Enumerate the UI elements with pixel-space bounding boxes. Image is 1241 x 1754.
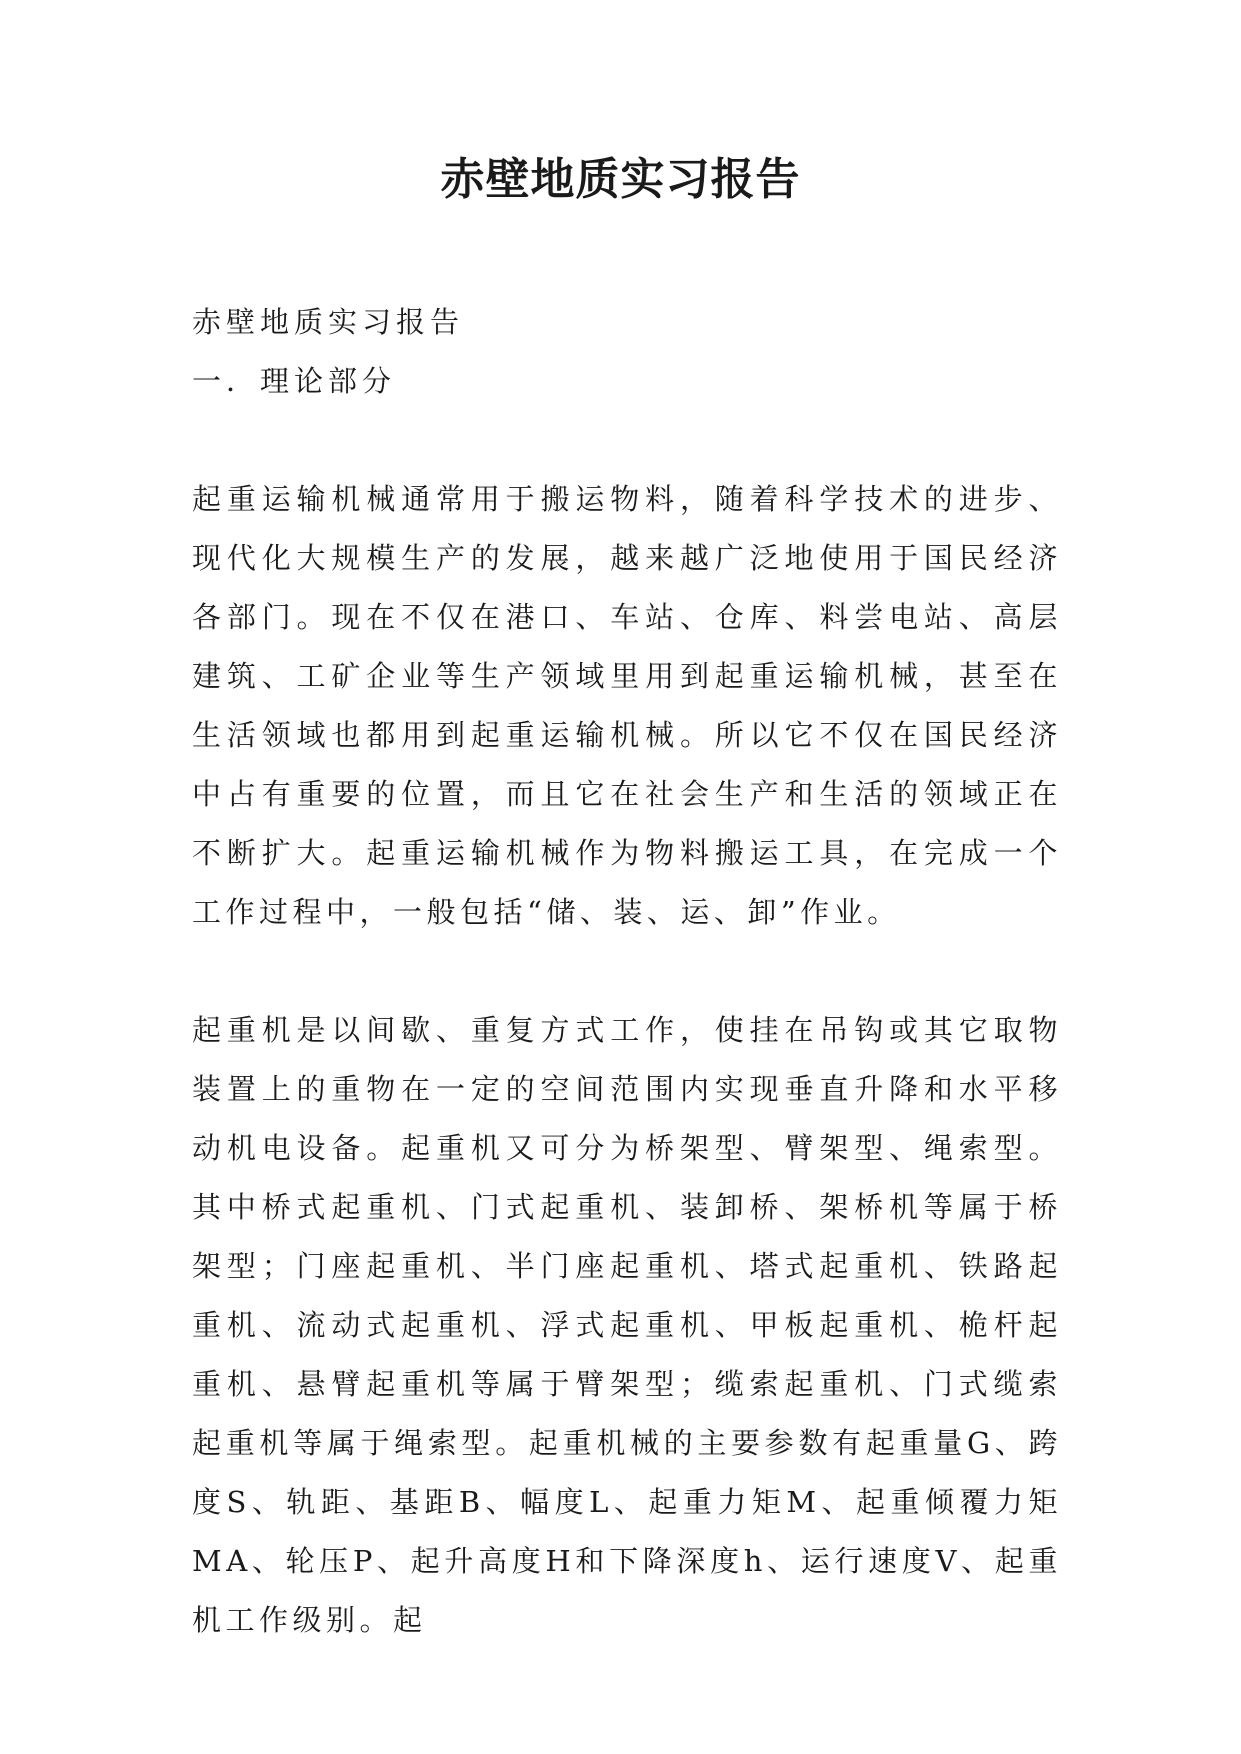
paragraph-2: 起重机是以间歇、重复方式工作，使挂在吊钩或其它取物装置上的重物在一定的空间范围内实现垂直升降和水平移动机电设备。起重机又可分为桥架型、臂架型、绳索型。其中桥式起重机、门式起重机、装卸桥、架桥机等属于桥架型；门座起重机、半门座起重机、塔式起重机、铁路起重机、流动式起重机、浮式起重机、甲板起重机、桅杆起重机、悬臂起重机等属于臂架型；缆索起重机、门式缆索起重机等属于绳索型。起重机械的主要参数有起重量G、跨度S、轨距、基距B、幅度L、起重力矩M、起重倾覆力矩MA、轮压P、起升高度H和下降深度h、运行速度V、起重机工作级别。起	[192, 1013, 1062, 1637]
paragraph-1: 起重运输机械通常用于搬运物料，随着科学技术的进步、现代化大规模生产的发展，越来越广泛地使用于国民经济各部门。现在不仅在港口、车站、仓库、料尝电站、高层建筑、工矿企业等生产领域里用到起重运输机械，甚至在生活领域也都用到起重运输机械。所以它不仅在国民经济中占有重要的位置，而且它在社会生产和生活的领域正在不断扩大。起重运输机械作为物料搬运工具，在完成一个工作过程中，一般包括“储、装、运、卸”作业。	[192, 482, 1062, 929]
subtitle: 赤壁地质实习报告	[192, 305, 465, 339]
section-heading: 一．理论部分	[192, 364, 397, 398]
paragraph-spacer	[192, 942, 1062, 1001]
document-title: 赤壁地质实习报告	[440, 154, 801, 205]
paragraph-spacer	[192, 411, 1062, 470]
document-body	[192, 293, 1062, 1650]
